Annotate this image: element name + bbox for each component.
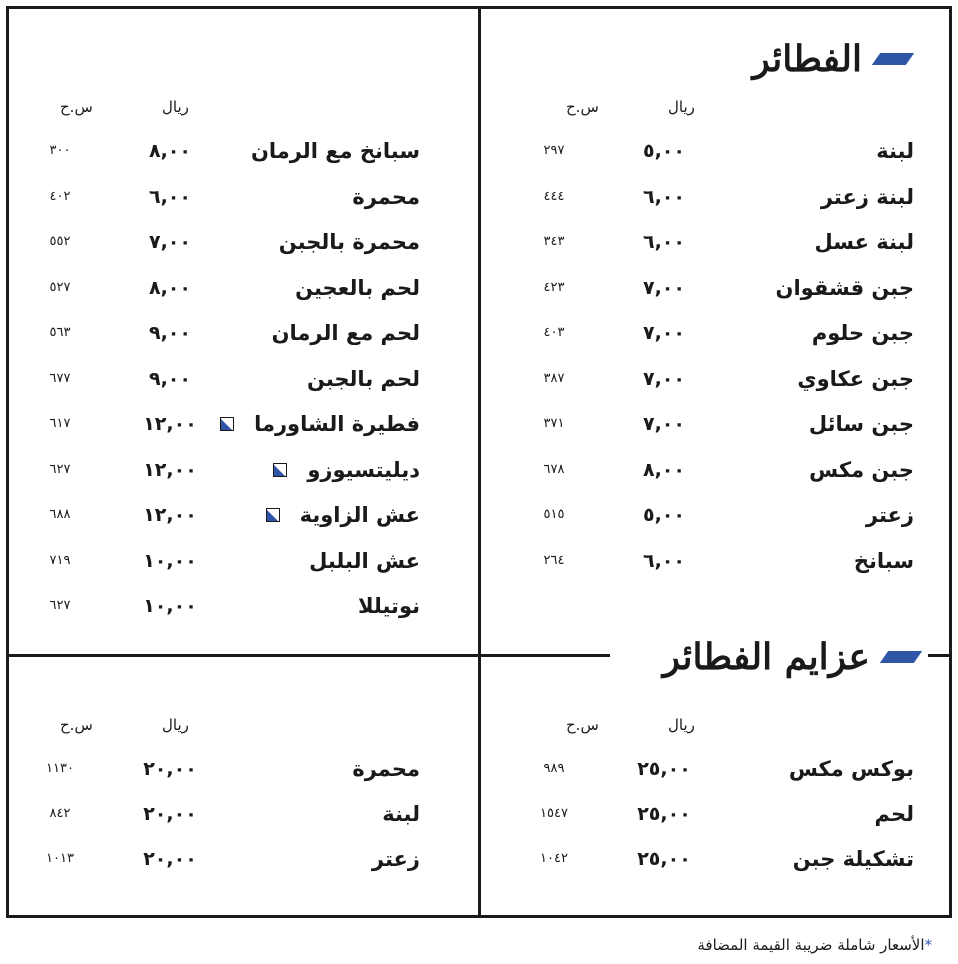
item-name: لبنة زعتر bbox=[820, 184, 914, 209]
item-price: ٢٥,٠٠ bbox=[637, 758, 691, 780]
item-price: ١٠,٠٠ bbox=[143, 595, 197, 617]
menu-item-row bbox=[40, 455, 420, 485]
item-calories: ٥٥٢ bbox=[49, 234, 71, 249]
item-price: ٢٥,٠٠ bbox=[637, 848, 691, 870]
item-price: ١٢,٠٠ bbox=[143, 413, 197, 435]
item-name: سبانخ bbox=[853, 548, 914, 573]
item-name: ديليتسيوزو bbox=[307, 457, 420, 482]
item-price: ٦,٠٠ bbox=[642, 185, 685, 208]
item-calories: ٦٧٨ bbox=[543, 461, 565, 477]
item-name: لحم bbox=[874, 802, 914, 826]
item-name: لبنة bbox=[876, 139, 914, 163]
menu-item-row bbox=[534, 455, 914, 485]
fatayer-title bbox=[744, 38, 918, 80]
item-name: نوتيللا bbox=[357, 594, 420, 618]
footnote-star: * bbox=[924, 936, 932, 954]
item-calories: ٤٠٣ bbox=[543, 325, 565, 340]
item-name: لبنة bbox=[382, 802, 420, 826]
item-name: عش الزاوية bbox=[299, 503, 420, 527]
item-price: ٥,٠٠ bbox=[642, 504, 685, 526]
item-calories: ٥١٥ bbox=[543, 507, 565, 522]
item-price: ٨,٠٠ bbox=[642, 458, 685, 481]
item-price: ٦,٠٠ bbox=[642, 549, 685, 572]
item-price: ٩,٠٠ bbox=[148, 367, 191, 390]
item-calories: ٩٨٩ bbox=[543, 761, 565, 776]
menu-item-row bbox=[40, 182, 420, 212]
item-price: ٩,٠٠ bbox=[148, 322, 191, 344]
menu-item-row bbox=[40, 591, 420, 621]
item-name: زعتر bbox=[371, 847, 420, 871]
item-calories: ٢٩٧ bbox=[543, 143, 565, 158]
price-header: ريال bbox=[668, 98, 695, 116]
item-price: ٧,٠٠ bbox=[148, 231, 191, 253]
item-name: جبن سائل bbox=[808, 412, 914, 436]
item-name: لحم بالعجين bbox=[295, 275, 420, 300]
item-price: ٧,٠٠ bbox=[642, 413, 685, 435]
item-name: تشكيلة جبن bbox=[792, 847, 914, 871]
item-price: ١٠,٠٠ bbox=[143, 549, 197, 572]
item-calories: ٦٢٧ bbox=[49, 461, 71, 477]
signature-badge-icon bbox=[220, 417, 234, 431]
price-header: ريال bbox=[668, 716, 695, 734]
item-name: زعتر bbox=[865, 503, 914, 527]
menu-item-row bbox=[534, 182, 914, 212]
item-name: جبن مكس bbox=[809, 457, 914, 482]
item-price: ٢٠,٠٠ bbox=[143, 803, 197, 825]
item-price: ٢٠,٠٠ bbox=[143, 758, 197, 780]
price-header: ريال bbox=[162, 98, 189, 116]
row-divider-right bbox=[478, 654, 610, 657]
row-divider-left bbox=[6, 654, 480, 657]
item-calories: ٦٢٧ bbox=[49, 598, 71, 613]
item-name: سبانخ مع الرمان bbox=[250, 139, 420, 163]
item-calories: ١٠٤٢ bbox=[540, 851, 568, 866]
item-name: محمرة bbox=[352, 184, 420, 209]
item-price: ٢٥,٠٠ bbox=[637, 803, 691, 825]
item-calories: ٢٦٤ bbox=[543, 552, 565, 568]
menu-item-row bbox=[534, 227, 914, 257]
item-price: ٨,٠٠ bbox=[148, 140, 191, 162]
item-calories: ٤٤٤ bbox=[543, 188, 565, 204]
accent-slash-icon bbox=[872, 53, 914, 65]
item-name: محمرة بالجبن bbox=[278, 230, 420, 254]
item-name: بوكس مكس bbox=[788, 757, 914, 781]
menu-item-row bbox=[40, 227, 420, 257]
calories-header: س.ح bbox=[566, 98, 599, 116]
item-name: جبن حلوم bbox=[811, 321, 914, 345]
item-price: ٨,٠٠ bbox=[148, 276, 191, 299]
item-calories: ١١٣٠ bbox=[46, 761, 74, 776]
menu-item-row bbox=[40, 844, 420, 874]
item-name: محمرة bbox=[352, 757, 420, 781]
calories-header: س.ح bbox=[60, 98, 93, 116]
item-calories: ٣٨٧ bbox=[543, 370, 565, 386]
tax-footnote bbox=[697, 936, 932, 954]
item-price: ٧,٠٠ bbox=[642, 367, 685, 390]
azayem-title-text: عزايم الفطائر bbox=[662, 636, 870, 678]
item-name: لبنة عسل bbox=[814, 230, 914, 254]
item-price: ١٢,٠٠ bbox=[143, 504, 197, 526]
item-name: جبن عكاوي bbox=[797, 366, 914, 391]
item-price: ٦,٠٠ bbox=[148, 185, 191, 208]
item-calories: ٨٤٢ bbox=[49, 806, 71, 821]
menu-item-row bbox=[534, 799, 914, 829]
footnote-text: الأسعار شاملة ضريبة القيمة المضافة bbox=[697, 936, 925, 954]
item-calories: ٥٦٣ bbox=[49, 325, 71, 340]
menu-item-row bbox=[40, 754, 420, 784]
item-price: ٧,٠٠ bbox=[642, 322, 685, 344]
menu-item-row bbox=[534, 273, 914, 303]
menu-item-row bbox=[40, 318, 420, 348]
row-divider-right-end bbox=[928, 654, 952, 657]
menu-item-row bbox=[534, 364, 914, 394]
item-calories: ١٥٤٧ bbox=[540, 806, 568, 821]
menu-item-row bbox=[534, 318, 914, 348]
signature-badge-icon bbox=[273, 463, 287, 477]
item-name: لحم بالجبن bbox=[306, 366, 420, 391]
menu-item-row bbox=[534, 546, 914, 576]
menu-item-row bbox=[40, 799, 420, 829]
item-name: لحم مع الرمان bbox=[271, 321, 420, 345]
item-price: ٦,٠٠ bbox=[642, 231, 685, 253]
item-calories: ٧١٩ bbox=[49, 552, 71, 568]
item-calories: ٦١٧ bbox=[49, 416, 71, 431]
item-calories: ٦٧٧ bbox=[49, 370, 71, 386]
menu-item-row bbox=[40, 364, 420, 394]
item-price: ٥,٠٠ bbox=[642, 140, 685, 162]
signature-badge-icon bbox=[266, 508, 280, 522]
menu-item-row bbox=[534, 409, 914, 439]
item-calories: ٣٠٠ bbox=[49, 143, 71, 158]
item-calories: ٤٢٣ bbox=[543, 279, 565, 295]
calories-header: س.ح bbox=[566, 716, 599, 734]
item-calories: ٤٠٢ bbox=[49, 188, 71, 204]
item-price: ٧,٠٠ bbox=[642, 276, 685, 299]
calories-header: س.ح bbox=[60, 716, 93, 734]
item-price: ٢٠,٠٠ bbox=[143, 848, 197, 870]
price-header: ريال bbox=[162, 716, 189, 734]
item-calories: ١٠١٣ bbox=[46, 851, 74, 866]
column-divider bbox=[478, 6, 481, 918]
menu-item-row bbox=[40, 136, 420, 166]
menu-item-row bbox=[40, 500, 420, 530]
item-calories: ٣٤٣ bbox=[543, 234, 565, 249]
item-calories: ٦٨٨ bbox=[49, 507, 71, 522]
fatayer-title-text: الفطائر bbox=[752, 38, 862, 80]
menu-item-row bbox=[534, 754, 914, 784]
item-name: فطيرة الشاورما bbox=[254, 412, 420, 436]
item-calories: ٣٧١ bbox=[543, 416, 565, 431]
item-name: جبن قشقوان bbox=[775, 275, 914, 300]
menu-item-row bbox=[40, 409, 420, 439]
menu-item-row bbox=[40, 546, 420, 576]
accent-slash-icon bbox=[880, 651, 922, 663]
item-name: عش البلبل bbox=[309, 548, 420, 573]
menu-item-row bbox=[534, 844, 914, 874]
menu-item-row bbox=[534, 500, 914, 530]
menu-item-row bbox=[534, 136, 914, 166]
menu-item-row bbox=[40, 273, 420, 303]
item-calories: ٥٢٧ bbox=[49, 279, 71, 295]
item-price: ١٢,٠٠ bbox=[143, 458, 197, 481]
azayem-title bbox=[655, 636, 926, 678]
